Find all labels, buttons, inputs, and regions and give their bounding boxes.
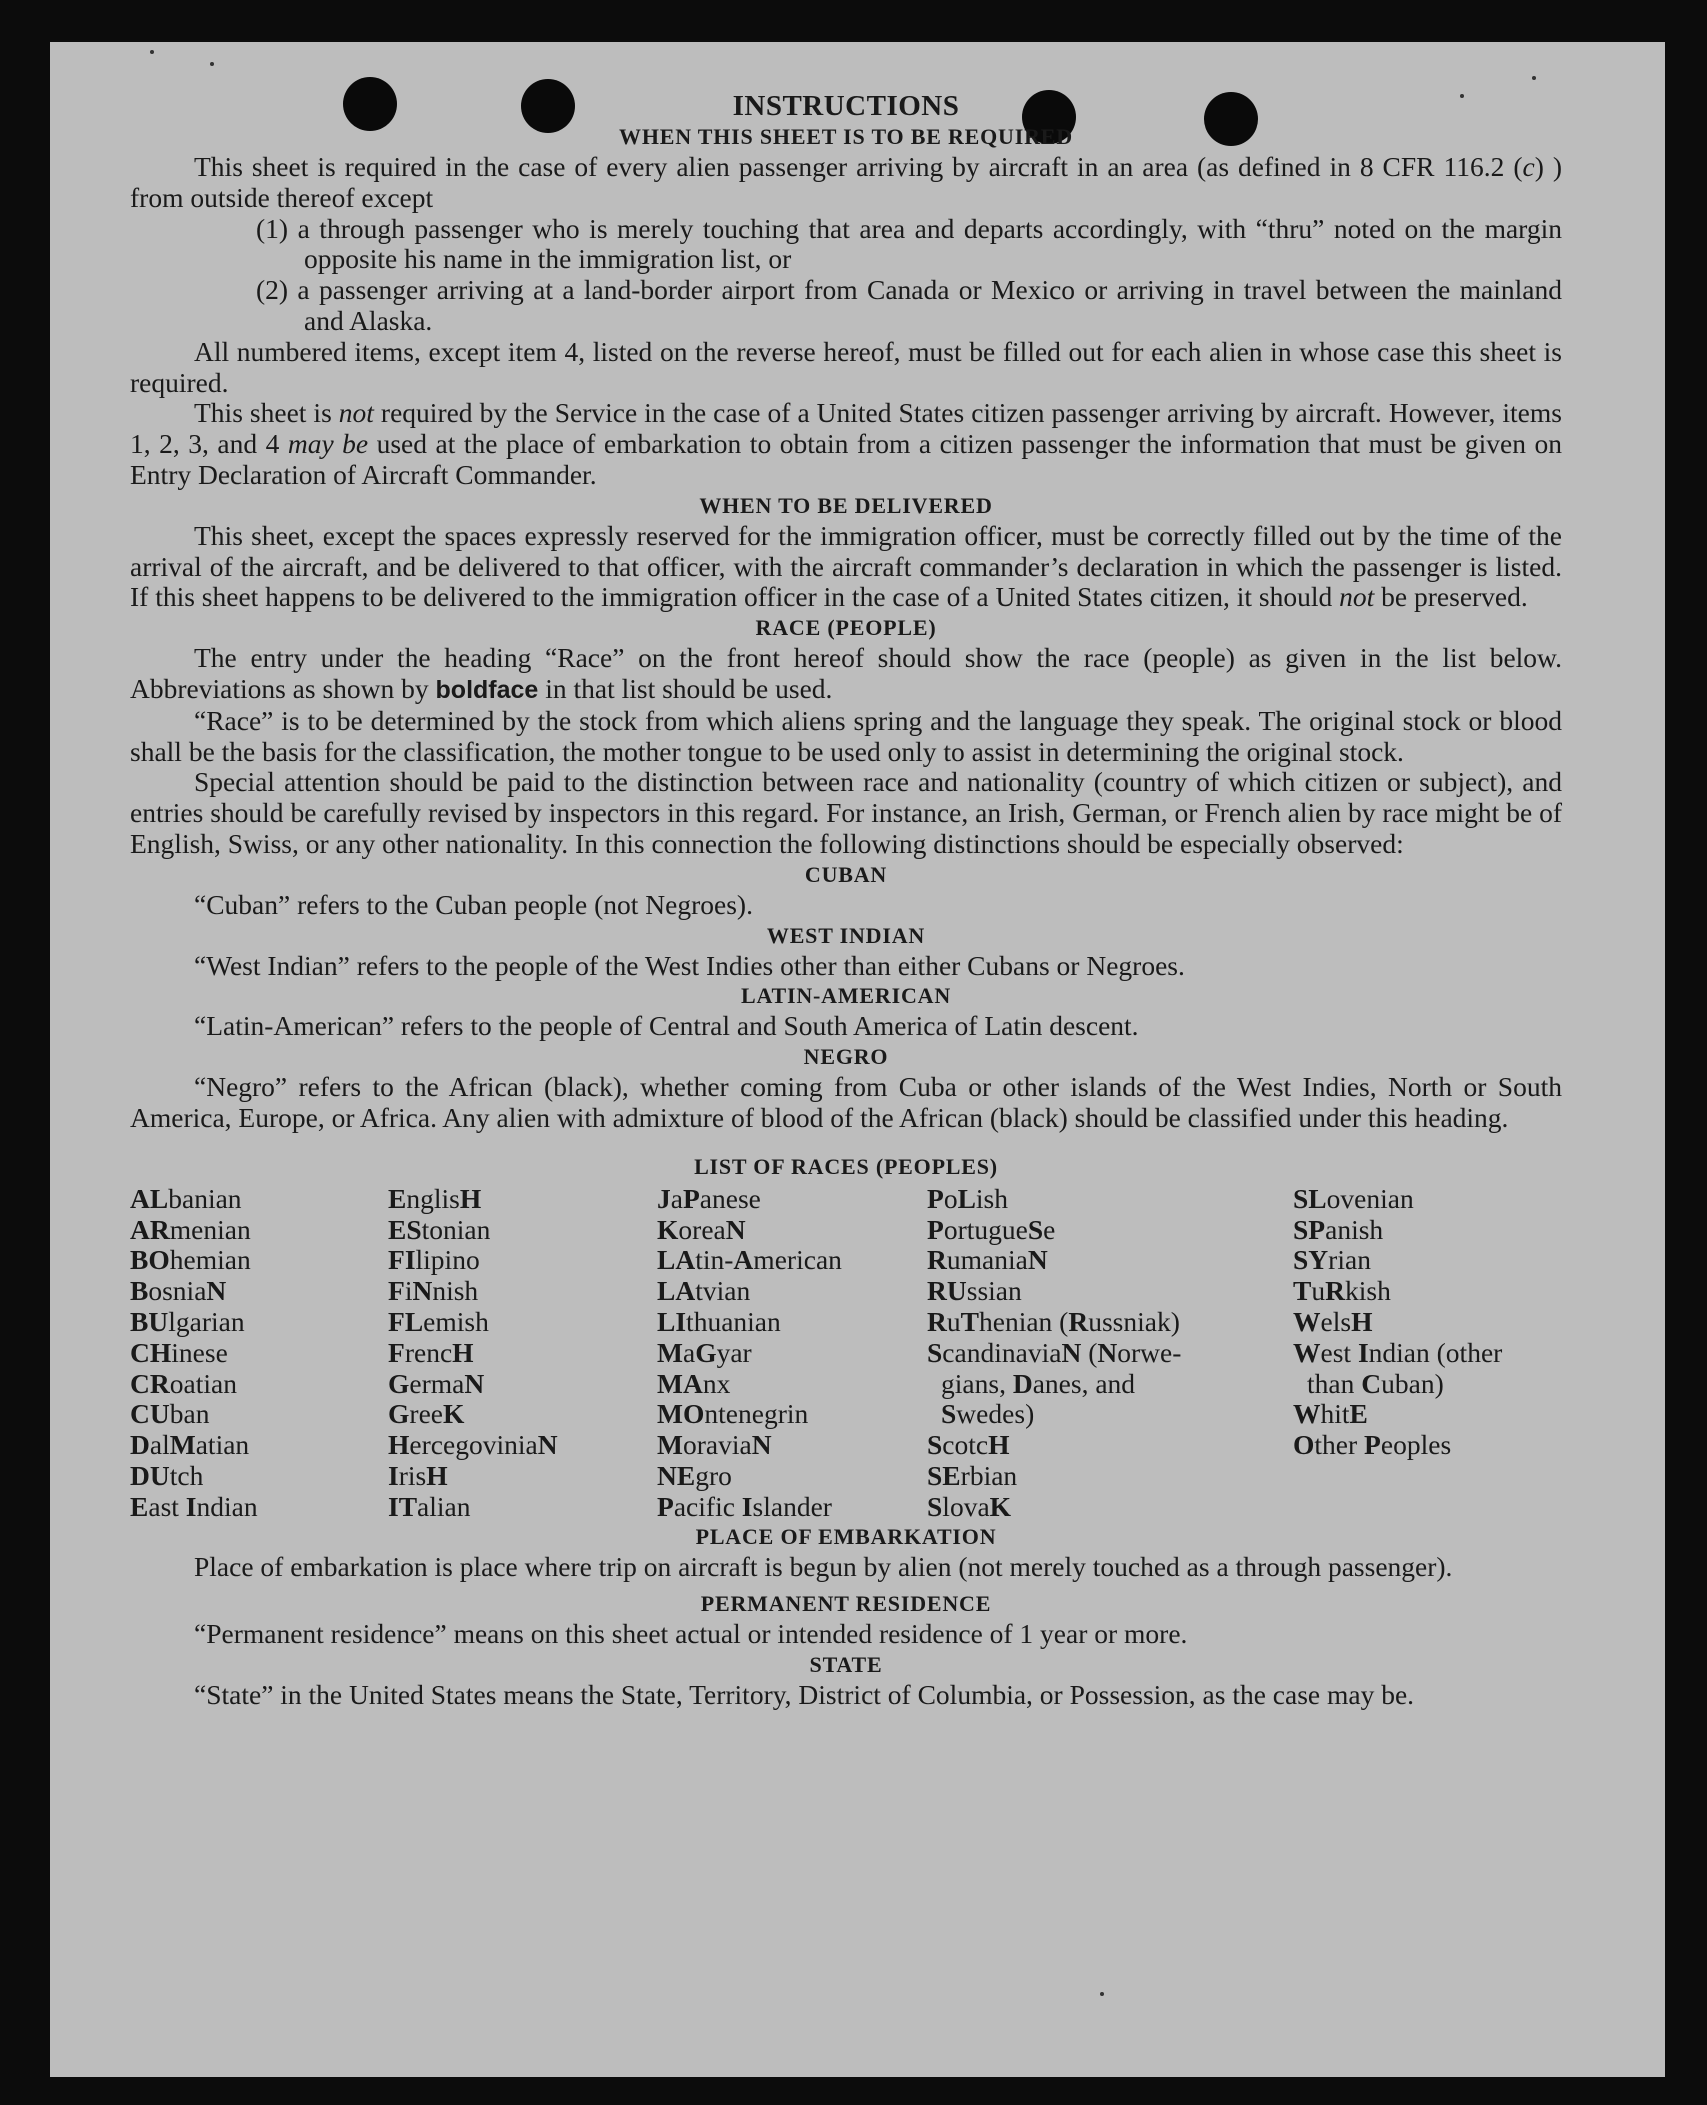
text: required by the Service in the case of a United States citizen passenger arriving by aircraft. However, items 1, 2, 3, and 4	[130, 397, 1562, 460]
race-item: Pacific Islander	[657, 1490, 832, 1522]
race-item: CHinese	[130, 1336, 228, 1368]
race-item: FiNnish	[388, 1275, 479, 1307]
text: not	[338, 397, 374, 429]
exception-item-2: (2) a passenger arriving at a land-border airport from Canada or Mexico or arriving in travel between the mainland and Alaska.	[256, 274, 1562, 336]
paragraph-delivered	[130, 521, 1562, 613]
heading-embarkation: PLACE OF EMBARKATION	[695, 1524, 997, 1550]
race-item: FIlipino	[388, 1244, 480, 1276]
document-body	[130, 90, 1562, 1711]
heading-permanent-residence: PERMANENT RESIDENCE	[700, 1591, 992, 1617]
race-item: HercegoviniaN	[388, 1429, 558, 1461]
speck	[1532, 76, 1536, 80]
race-item: BUlgarian	[130, 1305, 245, 1337]
race-item: ALbanian	[130, 1182, 242, 1214]
race-column-4	[927, 1184, 1293, 1523]
race-item: BOhemian	[130, 1244, 251, 1276]
text: This sheet is	[194, 397, 339, 429]
race-item: CUban	[130, 1398, 210, 1430]
speck	[210, 62, 214, 66]
race-item: ScotcH	[927, 1429, 1010, 1461]
race-item: NEgro	[657, 1459, 732, 1491]
exception-item-1: (1) a through passenger who is merely touching that area and departs accordingly, with “thru” noted on the margin opposite his name in the immigration list, or	[256, 212, 1562, 275]
heading-latin-american: LATIN-AMERICAN	[740, 983, 952, 1009]
text: This sheet, except the spaces expressly reserved for the immigration officer, must be correctly filled out by the time of the arrival of the aircraft, and be delivered to that officer, with the aircraft commander’s declaration in which the passenger is listed. If this sheet happens to be delivered to the immigration officer in the case of a United States citizen, it should	[130, 519, 1562, 613]
race-item: CRoatian	[130, 1367, 237, 1399]
race-item: FLemish	[388, 1305, 489, 1337]
race-item: Other Peoples	[1293, 1429, 1452, 1461]
race-item: GermaN	[388, 1367, 485, 1399]
race-item: RUssian	[927, 1275, 1022, 1307]
race-item: MOntenegrin	[657, 1398, 809, 1430]
definition-permanent-residence: “Permanent residence” means on this sheet actual or intended residence of 1 year or more.	[194, 1618, 1188, 1650]
race-item: LIthuanian	[657, 1305, 781, 1337]
heading-negro: NEGRO	[803, 1044, 889, 1070]
race-item: LAtvian	[657, 1275, 751, 1307]
race-item: SPanish	[1293, 1213, 1384, 1245]
race-item: DalMatian	[130, 1429, 250, 1461]
speck	[150, 50, 154, 54]
paragraph-numbered-items: All numbered items, except item 4, listed on the reverse hereof, must be filled out for each alien in whose case this sheet is required.	[130, 335, 1562, 398]
race-item: MaGyar	[657, 1336, 752, 1368]
race-item: JaPanese	[657, 1182, 761, 1214]
heading-west-indian: WEST INDIAN	[766, 922, 926, 948]
definition-west-indian: “West Indian” refers to the people of the West Indies other than either Cubans or Negroes.	[194, 949, 1185, 981]
paragraph-race-entry	[130, 643, 1562, 706]
race-item: ITalian	[388, 1490, 471, 1522]
text: boldface	[435, 675, 539, 704]
text: in that list should be used.	[538, 672, 833, 704]
paragraph-required	[130, 152, 1562, 214]
race-column-2	[388, 1184, 657, 1523]
race-item: IrisH	[388, 1459, 448, 1491]
text: ) ) from outside thereof except	[130, 151, 1562, 213]
text: may be	[287, 428, 369, 460]
text: The entry under the heading “Race” on the front hereof should show the race (people) as given in the list below. Abbreviations as shown by	[130, 642, 1562, 704]
race-item: PoLish	[927, 1182, 1008, 1214]
text: This sheet is required in the case of every alien passenger arriving by aircraft in an area (as defined in 8 CFR 116.2 (	[194, 151, 1523, 182]
heading-state: STATE	[809, 1652, 883, 1678]
race-item: GreeK	[388, 1398, 465, 1430]
race-item: ARmenian	[130, 1213, 251, 1245]
definition-cuban: “Cuban” refers to the Cuban people (not Negroes).	[194, 888, 753, 920]
page-title: INSTRUCTIONS	[732, 90, 960, 122]
race-item: EStonian	[388, 1213, 491, 1245]
race-column-5	[1293, 1184, 1562, 1523]
race-item: WhitE	[1293, 1398, 1368, 1430]
race-item: MAnx	[657, 1367, 731, 1399]
race-item: RuThenian (Russniak)	[927, 1305, 1180, 1337]
paragraph-race-nationality: Special attention should be paid to the distinction between race and nationality (country of which citizen or subject), and entries should be carefully revised by inspectors in this regard. For instance, an Irish, German, or French alien by race might be of English, Swiss, or any other nationality. In this connection the following distinctions should be especially observed:	[130, 766, 1562, 859]
race-item: SlovaK	[927, 1490, 1012, 1522]
speck	[1100, 1992, 1104, 1996]
race-item: BosniaN	[130, 1275, 227, 1307]
heading-list-of-races: LIST OF RACES (PEOPLES)	[694, 1153, 998, 1179]
paragraph-race-stock: “Race” is to be determined by the stock from which aliens spring and the language they speak. The original stock or blood shall be the basis for the classification, the mother tongue to be used only to assist in determining the original stock.	[130, 704, 1562, 767]
race-column-1	[130, 1184, 388, 1523]
definition-state: “State” in the United States means the State, Territory, District of Columbia, or Possession, as the case may be.	[194, 1679, 1415, 1711]
race-item: MoraviaN	[657, 1429, 772, 1461]
definition-negro: “Negro” refers to the African (black), whether coming from Cuba or other islands of the West Indies, North or South America, Europe, or Africa. Any alien with admixture of blood of the African (black) should be classified under this heading.	[130, 1071, 1562, 1133]
definition-embarkation: Place of embarkation is place where trip on aircraft is begun by alien (not merely touched as a through passenger).	[194, 1551, 1453, 1583]
race-item: EnglisH	[388, 1182, 482, 1214]
race-item: than Cuban)	[1307, 1367, 1444, 1399]
race-item: RumaniaN	[927, 1244, 1048, 1276]
race-item: SLovenian	[1293, 1182, 1414, 1214]
race-item: Swedes)	[941, 1398, 1035, 1430]
race-item: West Indian (other	[1293, 1336, 1503, 1368]
race-item: ScandinaviaN (Norwe-	[927, 1336, 1182, 1368]
text: used at the place of embarkation to obtain from a citizen passenger the information that must be given on Entry Declaration of Aircraft Commander.	[130, 428, 1562, 490]
text: c	[1522, 151, 1535, 182]
race-item: East Indian	[130, 1490, 258, 1522]
paragraph-citizen	[130, 398, 1562, 490]
race-item: KoreaN	[657, 1213, 746, 1245]
definition-latin-american: “Latin-American” refers to the people of Central and South America of Latin descent.	[194, 1010, 1139, 1042]
race-item: TuRkish	[1293, 1275, 1391, 1307]
race-item: DUtch	[130, 1459, 204, 1491]
text: not	[1339, 581, 1375, 613]
race-item: WelsH	[1293, 1305, 1373, 1337]
section-heading-required: WHEN THIS SHEET IS TO BE REQUIRED	[619, 124, 1073, 149]
section-heading-race: RACE (PEOPLE)	[755, 615, 937, 641]
race-item: gians, Danes, and	[941, 1367, 1136, 1399]
instruction-sheet	[50, 42, 1665, 2077]
race-item: LAtin-American	[657, 1244, 842, 1276]
race-list	[130, 1184, 1562, 1523]
race-item: FrencH	[388, 1336, 474, 1368]
race-item: PortugueSe	[927, 1213, 1056, 1245]
heading-cuban: CUBAN	[804, 861, 888, 887]
race-column-3	[657, 1184, 927, 1523]
race-item: SErbian	[927, 1459, 1018, 1491]
text: be preserved.	[1374, 581, 1528, 613]
section-heading-delivered: WHEN TO BE DELIVERED	[699, 492, 993, 518]
race-item: SYrian	[1293, 1244, 1371, 1276]
